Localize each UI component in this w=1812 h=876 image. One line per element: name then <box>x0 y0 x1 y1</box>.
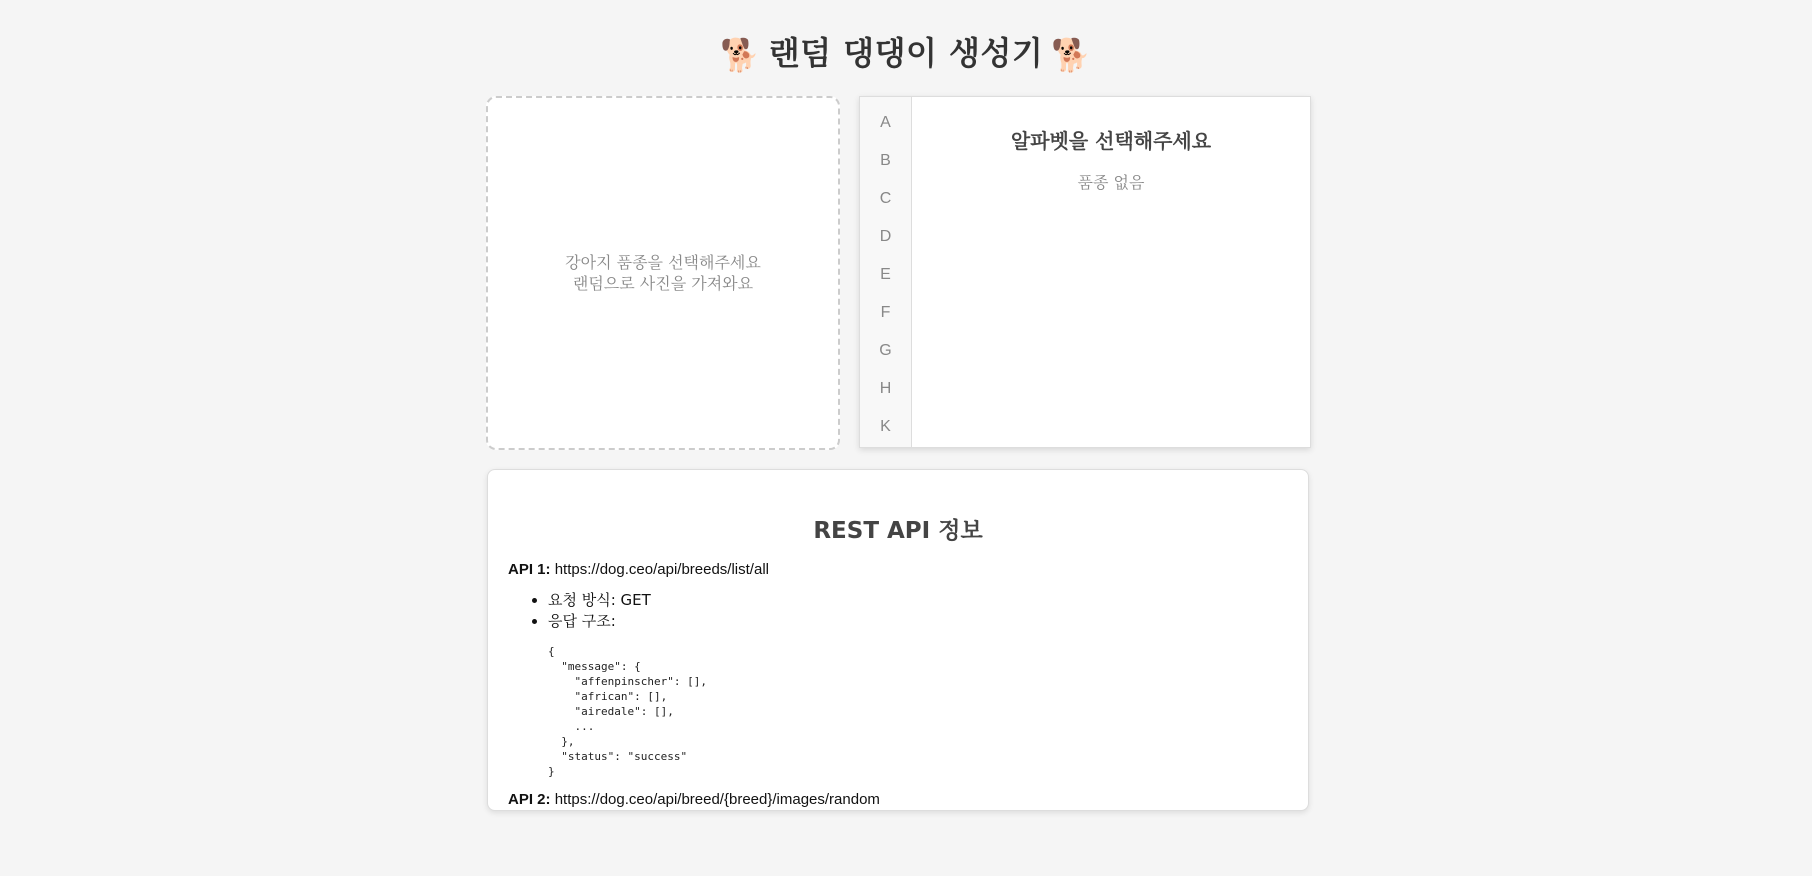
api1-line <box>508 561 1288 578</box>
dog-icon: 🐕 <box>720 36 761 74</box>
api2-url: https://dog.ceo/api/breed/{breed}/images/random <box>554 791 880 808</box>
api1-method: • 요청 방식: GET <box>548 590 1288 611</box>
alphabet-item-c[interactable]: C <box>879 190 892 207</box>
alphabet-sidebar[interactable] <box>860 97 912 447</box>
alphabet-item-k[interactable]: K <box>880 418 891 435</box>
dog-image-panel <box>486 96 840 450</box>
alphabet-item-g[interactable]: G <box>879 342 892 359</box>
api1-response-code: { "message": { "affenpinscher": [], "african": [], "airedale": [], ... }, "status": "success" } <box>548 645 707 778</box>
alphabet-item-b[interactable]: B <box>880 152 891 169</box>
alphabet-item-a[interactable]: A <box>880 114 891 131</box>
api1-response-label: • 응답 구조: <box>548 611 1288 632</box>
alphabet-item-f[interactable]: F <box>880 304 891 321</box>
page-title <box>0 28 1812 74</box>
placeholder-line-1: 강아지 품종을 선택해주세요 <box>565 253 761 272</box>
breed-empty-text: 품종 없음 <box>1077 173 1145 192</box>
alphabet-item-e[interactable]: E <box>880 266 891 283</box>
api1-url: https://dog.ceo/api/breeds/list/all <box>554 561 769 578</box>
image-placeholder <box>565 252 761 294</box>
dog-icon: 🐕 <box>1051 36 1092 74</box>
api-heading: REST API 정보 <box>813 518 983 544</box>
breed-panel <box>859 96 1311 448</box>
page-title-text: 랜덤 댕댕이 생성기 <box>768 34 1044 72</box>
alphabet-item-h[interactable]: H <box>879 380 892 397</box>
api2-label: API 2: <box>508 791 551 808</box>
api1-label: API 1: <box>508 561 551 578</box>
api2-line <box>508 791 1288 808</box>
alphabet-item-d[interactable]: D <box>879 228 892 245</box>
breed-heading: 알파벳을 선택해주세요 <box>1010 129 1212 153</box>
alphabet-list <box>860 97 911 446</box>
placeholder-line-2: 랜덤으로 사진을 가져와요 <box>572 274 754 293</box>
api-info-panel[interactable] <box>487 469 1309 811</box>
api1-details <box>508 590 1288 632</box>
breed-list-area <box>912 97 1310 447</box>
